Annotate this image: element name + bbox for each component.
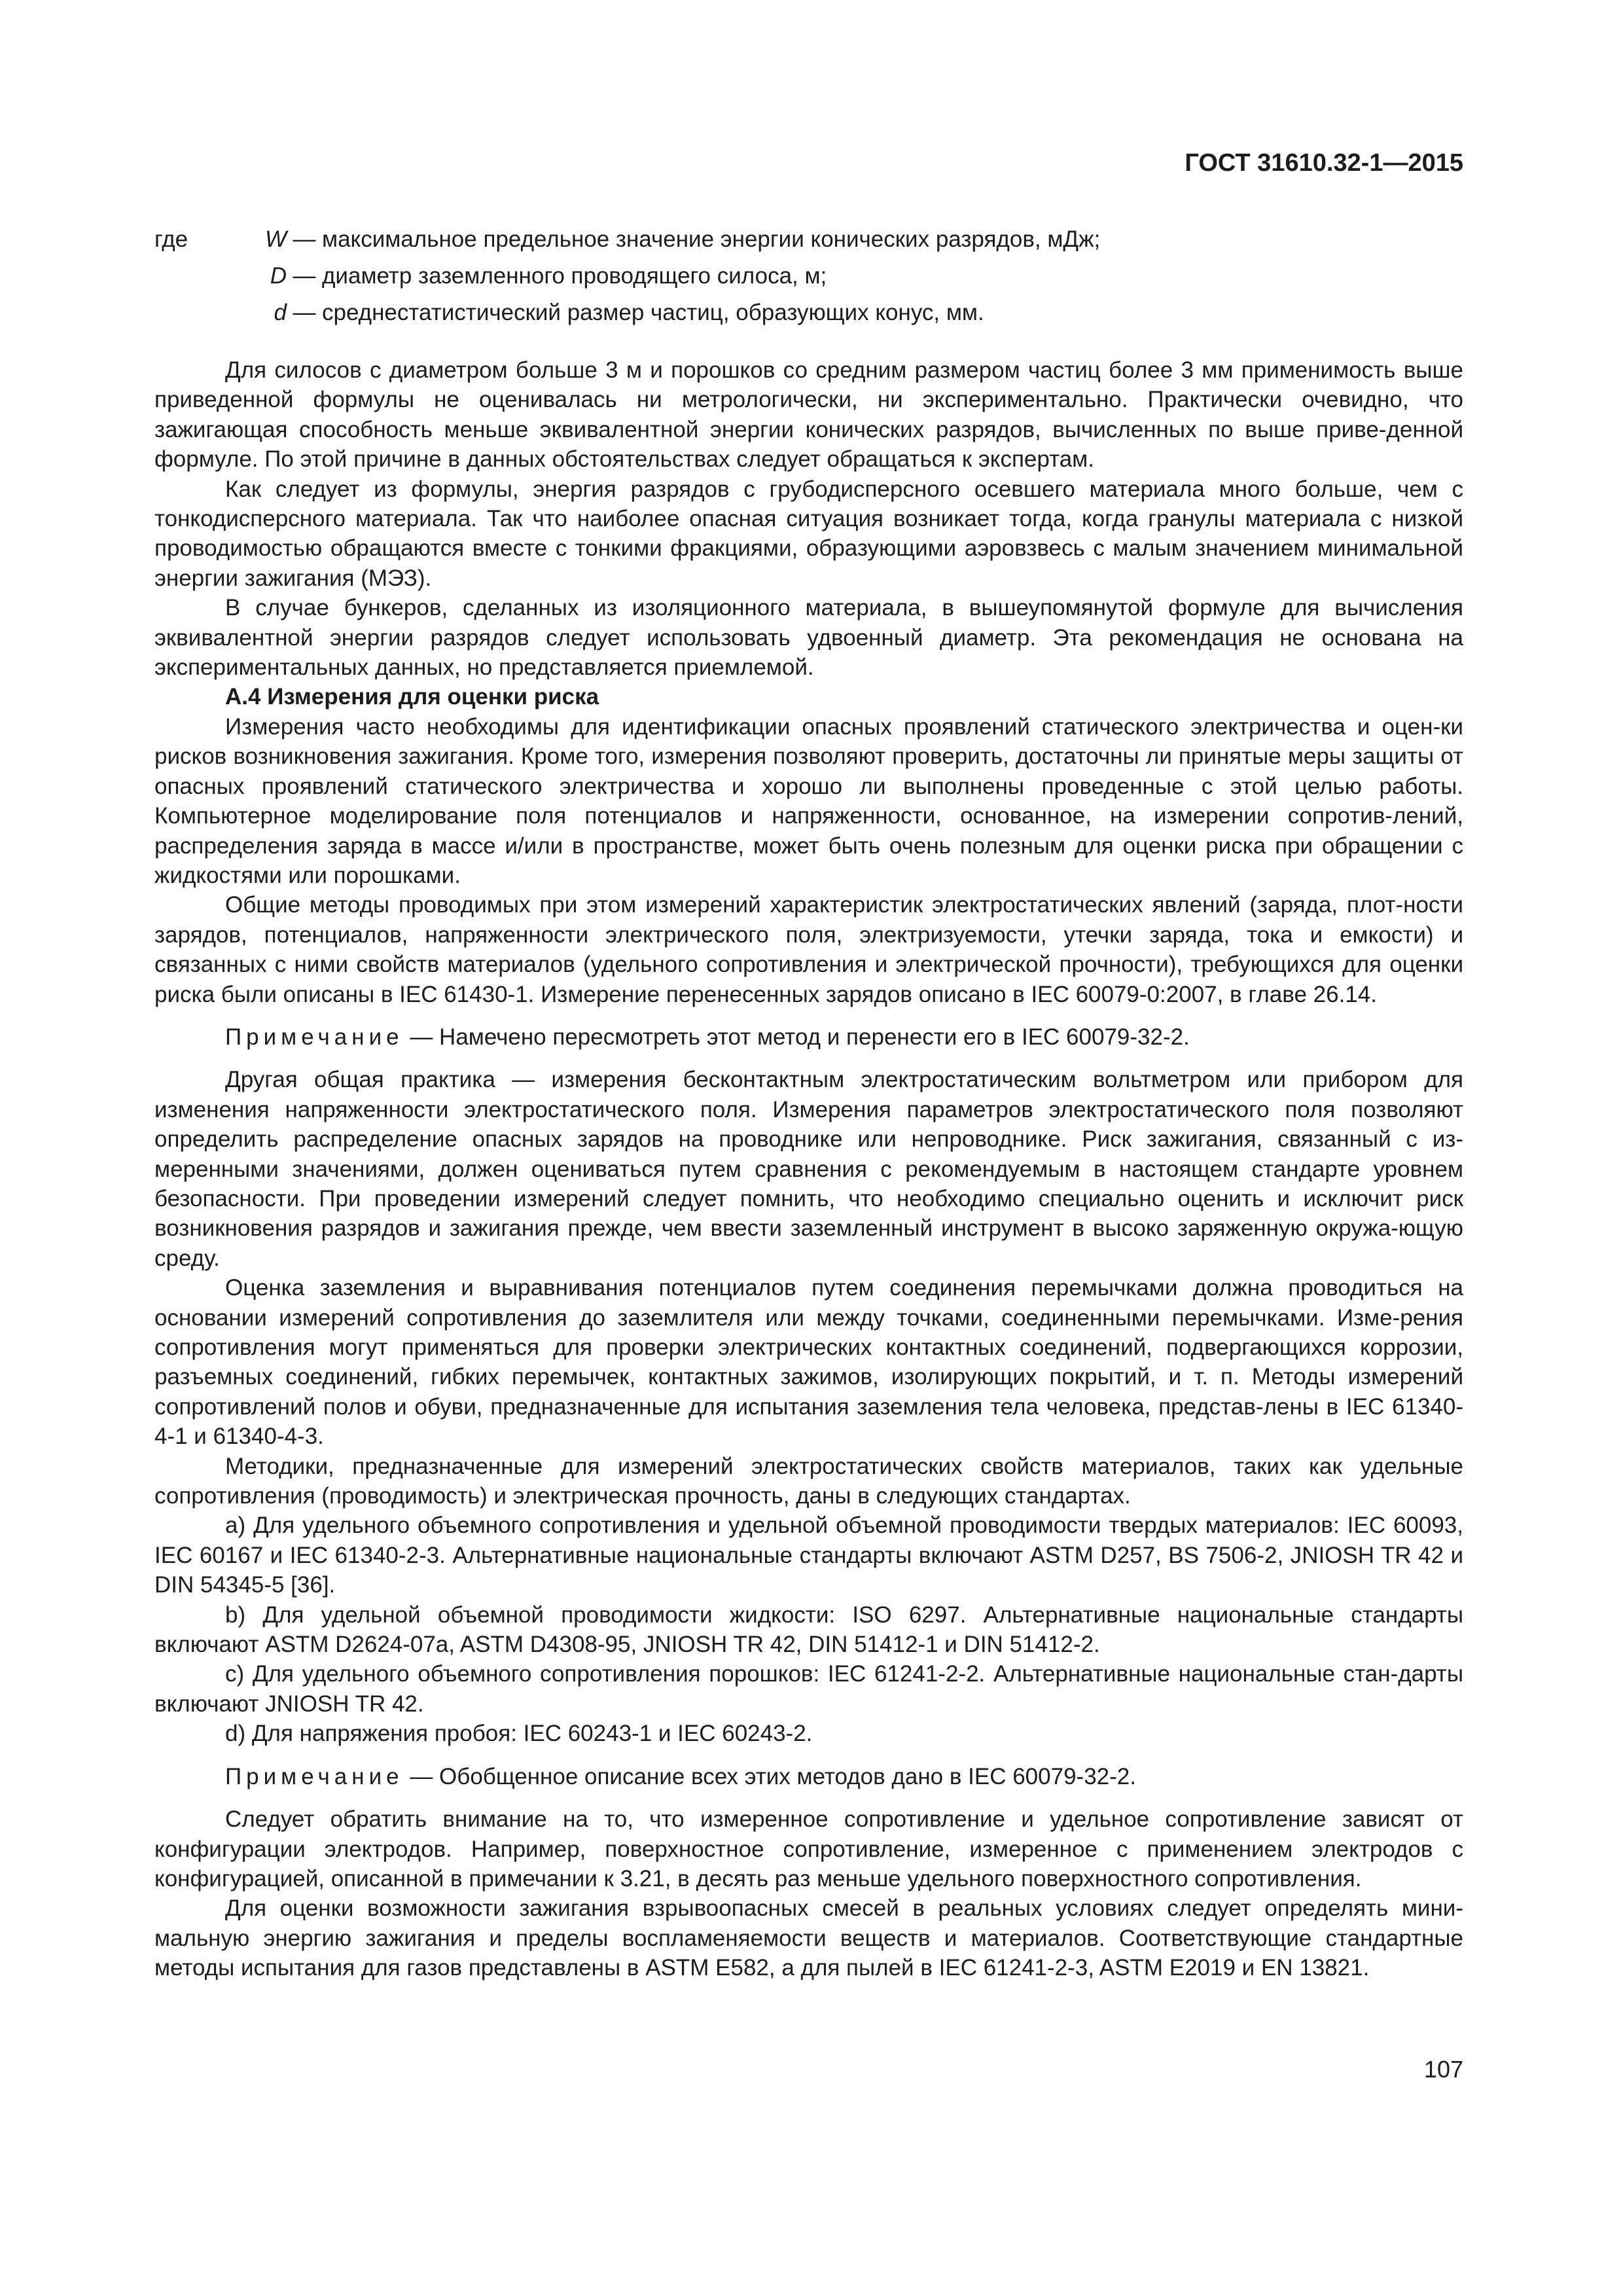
list-item: b) Для удельной объемной проводимости жидкости: ISO 6297. Альтернативные национальные стандарты включают ASTM D2624-07a, ASTM D4308-95, JNIOSH TR 42, DIN 51412-1 и DIN 51412-2.: [154, 1602, 1463, 1658]
paragraph: Следует обратить внимание на то, что измеренное сопротивление и удельное сопротивление зависят от конфигурации электродов. Например, поверхностное сопротивление, измеренное с применением электродов с конфигурацией, описанной в примечании к 3.21, в десять раз меньше удельного поверхностного сопротивления.: [154, 1806, 1463, 1892]
note-label: Примечание: [225, 1024, 404, 1050]
note-text: — Обобщенное описание всех этих методов дано в IEC 60079-32-2.: [403, 1763, 1136, 1789]
paragraph: В случае бункеров, сделанных из изоляционного материала, в вышеупомянутой формуле для вычисления эквивалентной энергии разрядов следует использовать удвоенный диаметр. Эта рекомендация не основана на экспериментальных данных, но представляется приемлемой.: [154, 595, 1463, 681]
note-text: — Намечено пересмотреть этот метод и перенести его в IEC 60079-32-2.: [403, 1024, 1190, 1050]
legend-symbol: d: [274, 300, 287, 325]
page-number: 107: [1423, 2056, 1463, 2083]
list-item: d) Для напряжения пробоя: IEC 60243-1 и IEC 60243-2.: [225, 1721, 813, 1747]
paragraph: Для оценки возможности зажигания взрывоопасных смесей в реальных условиях следует определять мини-мальную энергию зажигания и пределы воспламеняемости веществ и материалов. Соответствующие стандартные методы испытания для газов представлены в ASTM E582, а для пылей в IEC 61241-2-3, ASTM E2019 и EN 13821.: [154, 1895, 1463, 1981]
section-heading: А.4 Измерения для оценки риска: [225, 684, 599, 710]
legend-lead: где: [154, 226, 188, 252]
legend-symbol: D: [270, 263, 287, 289]
document-body: [154, 355, 1463, 1983]
note-label: Примечание: [225, 1763, 404, 1789]
formula-legend: [154, 224, 1100, 334]
list-item: a) Для удельного объемного сопротивления и удельной объемной проводимости твердых материалов: IEC 60093, IEC 60167 и IEC 61340-2-3. Альтернативные национальные стандарты включают ASTM D257, BS 7506-2, JNIOSH TR 42 и DIN 54345-5 [36].: [154, 1513, 1463, 1598]
legend-row: [154, 298, 1100, 334]
paragraph: Общие методы проводимых при этом измерений характеристик электростатических явлений (заряда, плот-ности зарядов, потенциалов, напряженности электрического поля, электризуемости, утечки заряда, тока и емкости) и связанных с ними свойств материалов (удельного сопротивления и электрической прочности), требующихся для оценки риска были описаны в IEC 61430-1. Измерение перенесенных зарядов описано в IEC 60079-0:2007, в главе 26.14.: [154, 892, 1463, 1007]
document-header: ГОСТ 31610.32-1—2015: [1185, 149, 1463, 177]
legend-text: диаметр заземленного проводящего силоса, м;: [322, 263, 827, 289]
note: [154, 1762, 1463, 1791]
legend-dash: —: [293, 263, 316, 289]
legend-row: [154, 224, 1100, 261]
paragraph: Как следует из формулы, энергия разрядов с грубодисперсного осевшего материала много больше, чем с тонкодисперсного материала. Так что наиболее опасная ситуация возникает тогда, когда гранулы материала с низкой проводимостью обращаются вместе с тонкими фракциями, образующими аэровзвесь с малым значением минимальной энергии зажигания (МЭЗ).: [154, 476, 1463, 591]
paragraph: Измерения часто необходимы для идентификации опасных проявлений статического электричества и оцен-ки рисков возникновения зажигания. Кроме того, измерения позволяют проверить, достаточны ли принятые меры защиты от опасных проявлений статического электричества и хорошо ли выполнены проведенные с этой целью работы. Компьютерное моделирование поля потенциалов и напряженности, основанное, на измерении сопротив-лений, распределения заряда в массе и/или в пространстве, может быть очень полезным для оценки риска при обращении с жидкостями или порошками.: [154, 713, 1463, 888]
legend-text: максимальное предельное значение энергии конических разрядов, мДж;: [322, 226, 1101, 252]
paragraph: Оценка заземления и выравнивания потенциалов путем соединения перемычками должна проводиться на основании измерений сопротивления до заземлителя или между точками, соединенными перемычками. Изме-рения сопротивления могут применяться для проверки электрических контактных соединений, подвергающихся коррозии, разъемных соединений, гибких перемычек, контактных зажимов, изолирующих покрытий, и т. п. Методы измерений сопротивлений полов и обуви, предназначенные для испытания заземления тела человека, представ-лены в IEC 61340-4-1 и 61340-4-3.: [154, 1275, 1463, 1450]
legend-dash: —: [293, 300, 316, 325]
list-item: c) Для удельного объемного сопротивления порошков: IEC 61241-2-2. Альтернативные национальные стан-дарты включают JNIOSH TR 42.: [154, 1661, 1463, 1717]
paragraph: Другая общая практика — измерения бесконтактным электростатическим вольтметром или прибором для изменения напряженности электростатического поля. Измерения параметров электростатического поля позволяют определить распределение опасных зарядов на проводнике или непроводнике. Риск зажигания, связанный с из-меренными значениями, должен оцениваться путем сравнения с рекомендуемым в настоящем стандарте уровнем безопасности. При проведении измерений следует помнить, что необходимо специально оценить и исключит риск возникновения разрядов и зажигания прежде, чем ввести заземленный инструмент в высоко заряженную окружа-ющую среду.: [154, 1067, 1463, 1271]
legend-symbol: W: [264, 226, 287, 252]
note: [154, 1022, 1463, 1052]
legend-dash: —: [293, 226, 316, 252]
paragraph: Для силосов с диаметром больше 3 м и порошков со средним размером частиц более 3 мм применимость выше приведенной формулы не оценивалась ни метрологически, ни экспериментально. Практически очевидно, что зажигающая способность меньше эквивалентной энергии конических разрядов, вычисленных по выше приве-денной формуле. По этой причине в данных обстоятельствах следует обращаться к экспертам.: [154, 357, 1463, 473]
legend-text: среднестатистический размер частиц, образующих конус, мм.: [322, 300, 984, 325]
legend-row: [154, 261, 1100, 298]
paragraph: Методики, предназначенные для измерений электростатических свойств материалов, таких как удельные сопротивления (проводимость) и электрическая прочность, даны в следующих стандартах.: [154, 1453, 1463, 1509]
